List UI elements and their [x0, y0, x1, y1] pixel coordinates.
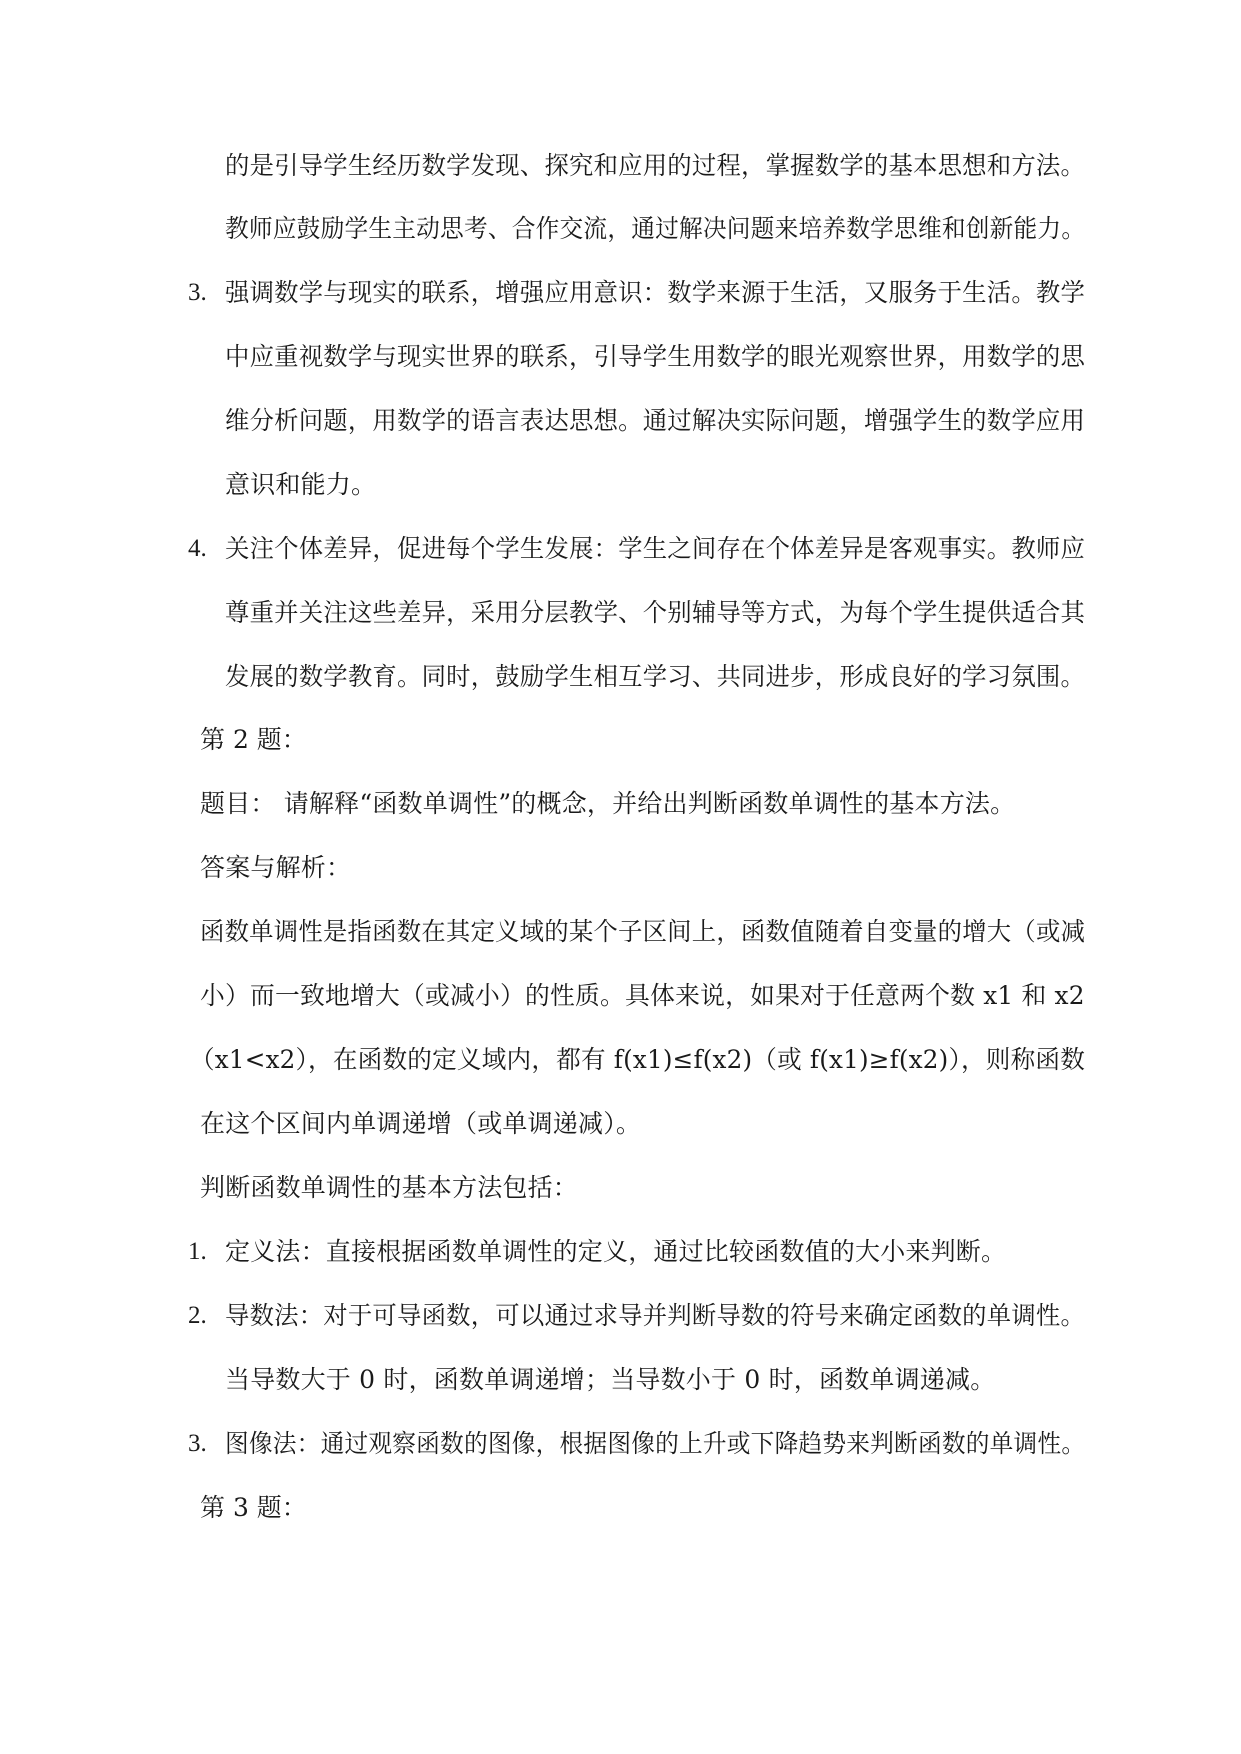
list-number: 2.	[188, 1302, 207, 1329]
list-number: 1.	[188, 1238, 207, 1265]
list-item-line: 维分析问题，用数学的语言表达思想。通过解决实际问题，增强学生的数学应用	[225, 406, 1086, 435]
list-item-line: 发展的数学教育。同时，鼓励学生相互学习、共同进步，形成良好的学习氛围。	[225, 662, 1086, 691]
list-number: 4.	[188, 535, 207, 562]
paragraph-line: 小）而一致地增大（或减小）的性质。具体来说，如果对于任意两个数 x1 和 x2	[200, 981, 1085, 1010]
answer-label: 答案与解析：	[200, 853, 352, 882]
methods-intro: 判断函数单调性的基本方法包括：	[200, 1173, 579, 1202]
question-heading: 第 2 题：	[200, 725, 307, 754]
list-number: 3.	[188, 279, 207, 306]
list-number: 3.	[188, 1430, 207, 1457]
list-item-line: 强调数学与现实的联系，增强应用意识：数学来源于生活，又服务于生活。教学	[225, 278, 1086, 307]
list-item-line: 当导数大于 0 时，函数单调递增；当导数小于 0 时，函数单调递减。	[225, 1365, 996, 1394]
paragraph-line: （x1<x2），在函数的定义域内，都有 f(x1)≤f(x2)（或 f(x1)≥f(x2)），则称函数	[190, 1045, 1086, 1074]
list-item-line: 关注个体差异，促进每个学生发展：学生之间存在个体差异是客观事实。教师应	[225, 534, 1086, 563]
paragraph-line: 在这个区间内单调递增（或单调递减）。	[200, 1109, 642, 1138]
list-item-line: 意识和能力。	[225, 470, 377, 499]
paragraph-line: 函数单调性是指函数在其定义域的某个子区间上，函数值随着自变量的增大（或减	[200, 917, 1086, 946]
list-item-line: 图像法：通过观察函数的图像，根据图像的上升或下降趋势来判断函数的单调性。	[225, 1429, 1086, 1458]
list-item-line: 中应重视数学与现实世界的联系，引导学生用数学的眼光观察世界，用数学的思	[225, 342, 1086, 371]
list-item-line: 导数法：对于可导函数，可以通过求导并判断导数的符号来确定函数的单调性。	[225, 1301, 1086, 1330]
paragraph-line: 教师应鼓励学生主动思考、合作交流，通过解决问题来培养数学思维和创新能力。	[225, 214, 1086, 243]
paragraph-line: 的是引导学生经历数学发现、探究和应用的过程，掌握数学的基本思想和方法。	[225, 151, 1086, 180]
question-text: 题目： 请解释“函数单调性”的概念，并给出判断函数单调性的基本方法。	[200, 789, 1016, 818]
list-item-line: 定义法：直接根据函数单调性的定义，通过比较函数值的大小来判断。	[225, 1237, 1007, 1266]
list-item-line: 尊重并关注这些差异，采用分层教学、个别辅导等方式，为每个学生提供适合其	[225, 598, 1086, 627]
question-heading: 第 3 题：	[200, 1493, 307, 1522]
